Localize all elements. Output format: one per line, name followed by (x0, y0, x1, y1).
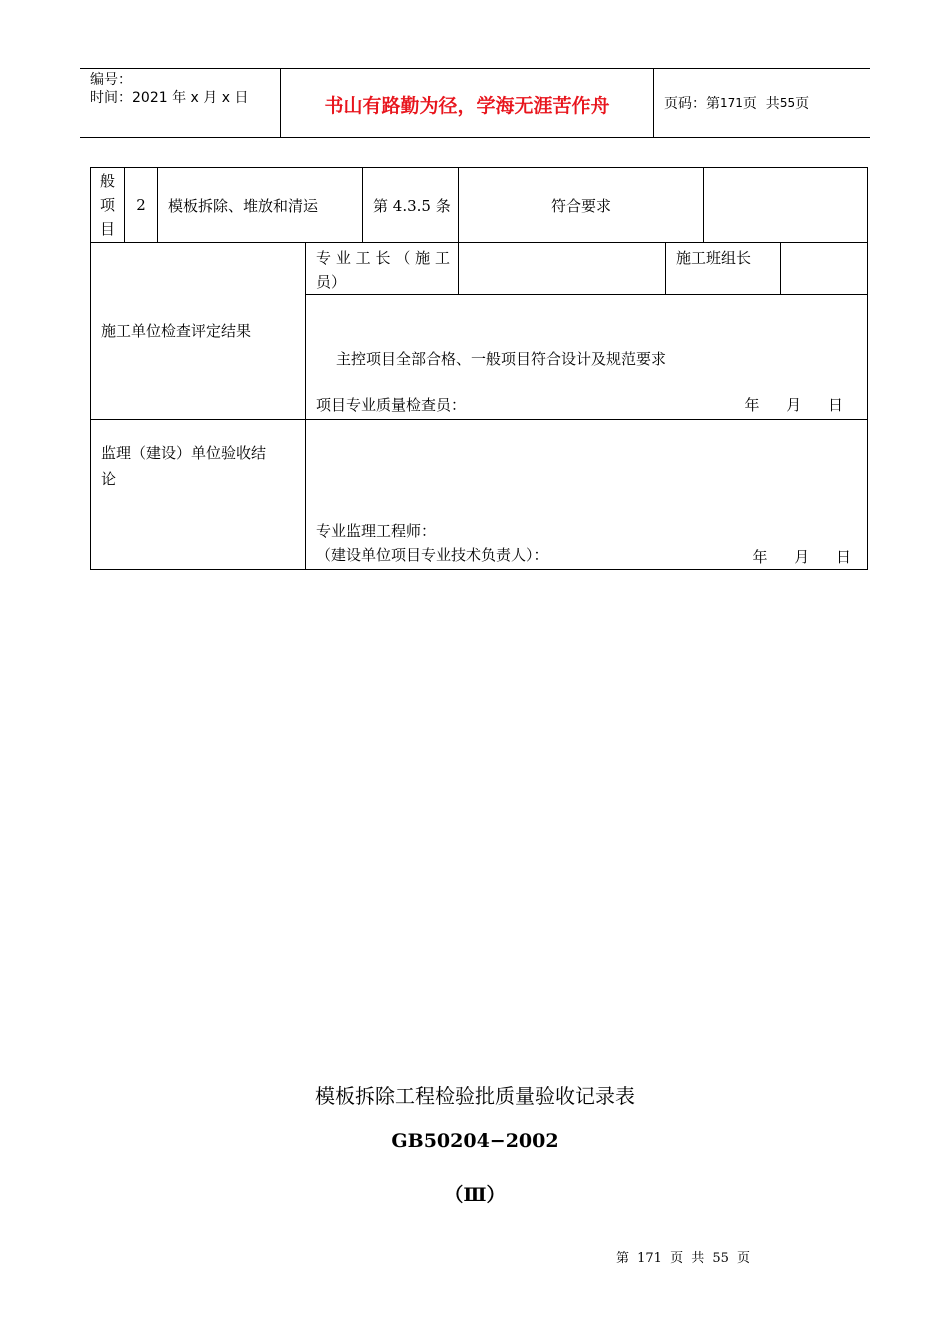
supervisor-conclusion-cell (306, 420, 868, 570)
item-result: 符合要求 (459, 168, 704, 243)
owner-label: （建设单位项目专业技术负责人）： (316, 546, 549, 564)
section-number: （Ⅲ） (444, 1184, 506, 1206)
category-char: 项 (99, 196, 115, 214)
page-header (80, 68, 870, 138)
foreman-value (459, 243, 666, 295)
team-leader-label: 施工班组长 (666, 243, 781, 295)
inspection-form-table (90, 167, 868, 570)
foreman-label (306, 243, 459, 295)
team-leader-value (781, 243, 868, 295)
supervisor-label-line: 论 (101, 470, 117, 488)
supervisor-date: 年 月 日 (752, 548, 852, 566)
page-mid: 页 共 (742, 96, 780, 112)
page-total: 55 (779, 96, 796, 110)
page-number: 171 (720, 96, 743, 110)
supervisor-label-line: 监理（建设）单位验收结 (101, 444, 267, 462)
category-char: 目 (99, 220, 115, 238)
contractor-result-text: 主控项目全部合格、一般项目符合设计及规范要求 (336, 350, 667, 368)
contractor-result-cell (306, 295, 868, 420)
supervisor-label (91, 420, 306, 570)
table-row-foreman (91, 243, 868, 295)
header-meta (80, 69, 281, 137)
table-row-general-item (91, 168, 868, 243)
form-title: 模板拆除工程检验批质量验收记录表 (315, 1084, 635, 1108)
item-name: 模板拆除、堆放和清运 (158, 168, 363, 243)
category-cell (91, 168, 125, 243)
header-page-info (654, 69, 870, 137)
header-slogan: 书山有路勤为径，学海无涯苦作舟 (281, 69, 654, 137)
standard-code: GB50204−2002 (391, 1130, 559, 1152)
time-label: 时间：2021 年 x 月 x 日 (90, 90, 249, 106)
empty-cell (704, 168, 868, 243)
row-number: 2 (125, 168, 158, 243)
clause-ref: 第 4.3.5 条 (363, 168, 459, 243)
inspector-label: 项目专业质量检查员： (316, 396, 467, 414)
code-label: 编号： (90, 72, 132, 88)
page-suffix: 页 (795, 96, 810, 112)
foreman-label-line: 专业工长（施工 (316, 249, 451, 267)
table-row-supervisor (91, 420, 868, 570)
inspector-date: 年 月 日 (744, 396, 844, 414)
contractor-label: 施工单位检查评定结果 (91, 243, 306, 420)
foreman-label-line: 员） (316, 273, 347, 291)
category-char: 般 (99, 172, 115, 190)
engineer-block (316, 519, 549, 567)
engineer-label: 专业监理工程师： (316, 522, 437, 540)
page-footer: 第 171 页 共 55 页 (616, 1251, 751, 1266)
page-prefix: 页码：第 (664, 96, 720, 112)
